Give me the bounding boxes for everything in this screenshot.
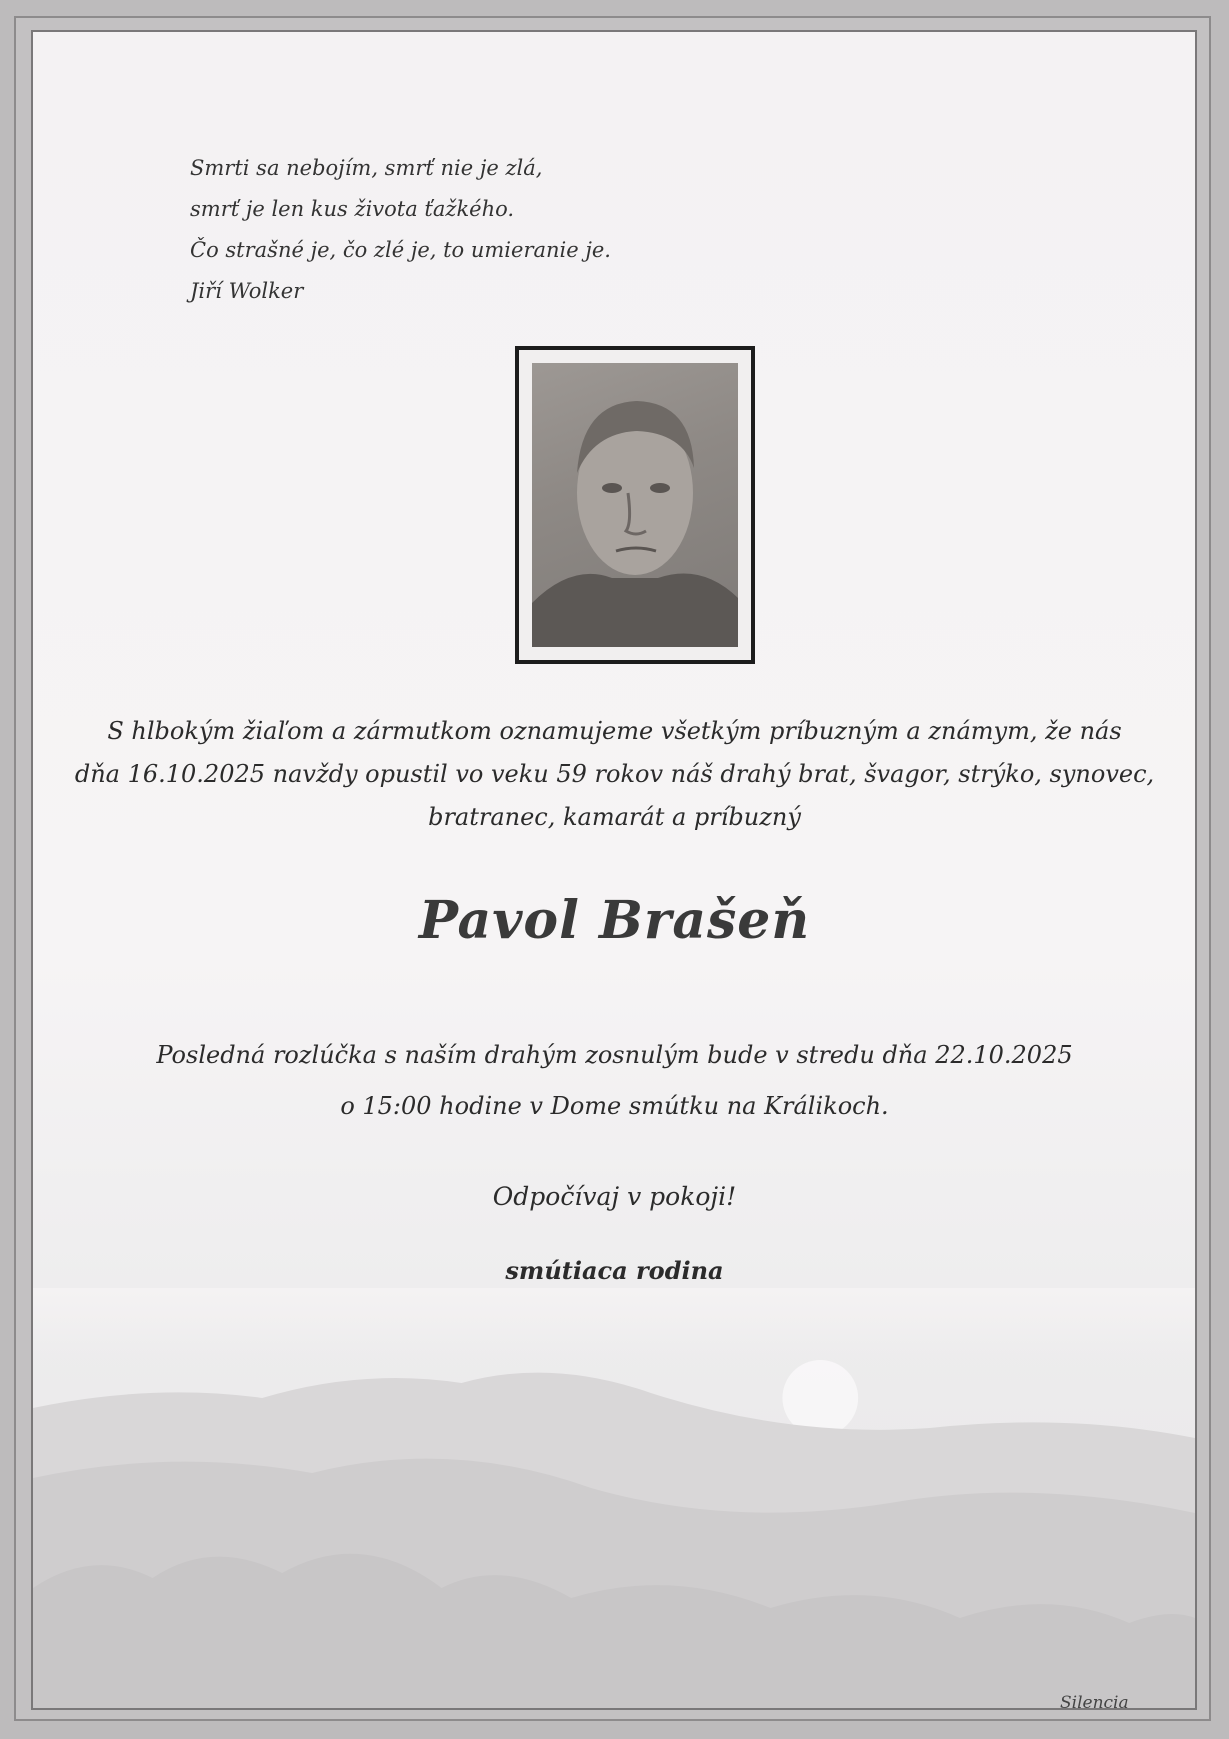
announcement-line: dňa 16.10.2025 navždy opustil vo veku 59 rokov náš drahý brat, švagor, strýko, synovec, bbox=[74, 760, 1155, 788]
portrait-photo bbox=[532, 363, 738, 647]
announcement-line: bratranec, kamarát a príbuzný bbox=[428, 803, 801, 831]
funeral-line: Posledná rozlúčka s naším drahým zosnulým bude v stredu dňa 22.10.2025 bbox=[156, 1041, 1073, 1069]
announcement-text bbox=[60, 710, 1169, 839]
announcement-line: S hlbokým žiaľom a zármutkom oznamujeme všetkým príbuzným a známym, že nás bbox=[107, 717, 1122, 745]
poem-line: smrť je len kus života ťažkého. bbox=[190, 197, 515, 221]
portrait-frame bbox=[515, 346, 755, 664]
funeral-line: o 15:00 hodine v Dome smútku na Králikoch. bbox=[340, 1092, 889, 1120]
rest-in-peace: Odpočívaj v pokoji! bbox=[492, 1182, 737, 1211]
mountain-landscape-background bbox=[33, 1288, 1195, 1708]
portrait-silhouette-icon bbox=[532, 363, 738, 647]
deceased-name: Pavol Brašeň bbox=[418, 890, 811, 951]
poem-quote bbox=[190, 148, 611, 312]
family-signature: smútiaca rodina bbox=[505, 1256, 724, 1285]
publisher-signature: Silencia bbox=[1060, 1693, 1129, 1713]
poem-author: Jiří Wolker bbox=[190, 279, 304, 303]
funeral-details bbox=[60, 1030, 1169, 1132]
poem-line: Čo strašné je, čo zlé je, to umieranie je. bbox=[190, 238, 611, 262]
poem-line: Smrti sa nebojím, smrť nie je zlá, bbox=[190, 156, 543, 180]
